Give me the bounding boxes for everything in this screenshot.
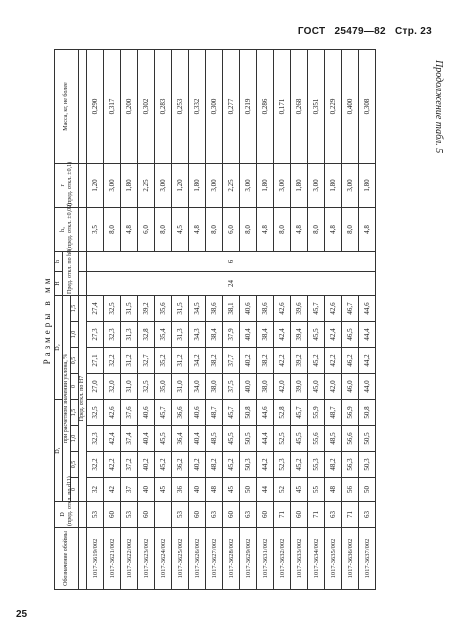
table-cell: 60 — [189, 502, 206, 528]
table-cell: 1017-3621/002 — [104, 528, 121, 590]
page-number: 25 — [16, 609, 28, 620]
table-cell: 45,7 — [291, 400, 308, 426]
table-cell: 27,1 — [87, 348, 104, 374]
table-cell: 71 — [342, 502, 359, 528]
table-cell: 40,6 — [189, 400, 206, 426]
table-row — [308, 50, 325, 590]
table-cell: 32,2 — [87, 452, 104, 478]
table-cell: 0,332 — [189, 50, 206, 164]
table-cell: 1017-3633/002 — [291, 528, 308, 590]
table-cell: 38,0 — [257, 374, 274, 400]
table-row — [206, 50, 223, 590]
header-gost: ГОСТ — [297, 26, 326, 37]
table-cell: 38,1 — [223, 296, 240, 322]
table-cell: 32,5 — [138, 374, 155, 400]
table-cell: 63 — [240, 502, 257, 528]
table-cell: 35,6 — [155, 296, 172, 322]
table-cell: 1017-3631/002 — [257, 528, 274, 590]
table-cell: 0,277 — [223, 50, 240, 164]
table-cell: 53 — [172, 502, 189, 528]
table-cell: 46,7 — [342, 296, 359, 322]
table-cell: 40,2 — [189, 452, 206, 478]
table-cell: 50,3 — [359, 452, 376, 478]
col-H-h-tol: Пред. откл. по h8 — [63, 252, 79, 296]
table-cell: 50,8 — [359, 400, 376, 426]
table-cell: 1017-3619/002 — [87, 528, 104, 590]
table-cell: 31,3 — [172, 322, 189, 348]
table-cell: 31,2 — [172, 348, 189, 374]
h-value-cell: 6 — [87, 252, 376, 272]
table-cell: 71 — [274, 502, 291, 528]
table-cell: 46,0 — [342, 374, 359, 400]
table-cell: 48,2 — [325, 452, 342, 478]
table-cell: 31,0 — [172, 374, 189, 400]
table-cell: 1017-3637/002 — [359, 528, 376, 590]
table-cell: 1,80 — [291, 164, 308, 208]
table-row — [87, 50, 104, 590]
table-cell: 55 — [308, 478, 325, 502]
table-cell: 3,00 — [240, 164, 257, 208]
table-cell: 34,0 — [189, 374, 206, 400]
table-cell: 36,4 — [172, 426, 189, 452]
table-cell: 39,0 — [291, 374, 308, 400]
table-cell: 31,3 — [121, 322, 138, 348]
angle-header: 0 — [71, 374, 79, 400]
table-cell: 55,9 — [308, 400, 325, 426]
table-cell: 32,3 — [87, 426, 104, 452]
table-cell: 45,5 — [223, 426, 240, 452]
table-cell: 38,6 — [257, 296, 274, 322]
table-row — [155, 50, 172, 590]
table-cell: 42,2 — [104, 452, 121, 478]
table-row — [172, 50, 189, 590]
table-cell: 4,8 — [359, 208, 376, 252]
table-cell: 1,80 — [257, 164, 274, 208]
table-cell: 60 — [138, 502, 155, 528]
table-cell: 38,4 — [257, 322, 274, 348]
table-cell: 48,5 — [206, 426, 223, 452]
table-row — [189, 50, 206, 590]
table-cell: 40 — [138, 478, 155, 502]
table-cell: 39,4 — [291, 322, 308, 348]
col-D2: D₂ — [55, 296, 63, 400]
table-cell: 1,20 — [172, 164, 189, 208]
table-cell: 27,4 — [87, 296, 104, 322]
page-header — [292, 26, 432, 37]
table-cell: 45,7 — [155, 400, 172, 426]
table-cell: 42,4 — [274, 322, 291, 348]
table-cell: 36,2 — [172, 452, 189, 478]
table-cell: 0,300 — [206, 50, 223, 164]
table-cell: 50,3 — [240, 452, 257, 478]
table-cell: 37,2 — [121, 452, 138, 478]
table-cell: 48 — [325, 478, 342, 502]
table-cell: 3,00 — [274, 164, 291, 208]
table-cell: 37,5 — [223, 374, 240, 400]
table-cell: 45 — [155, 478, 172, 502]
table-cell: 8,0 — [206, 208, 223, 252]
table-cell: 1017-3634/002 — [308, 528, 325, 590]
table-cell: 60 — [257, 502, 274, 528]
table-cell: 42,4 — [325, 322, 342, 348]
table-cell: 50,8 — [240, 400, 257, 426]
table-body — [87, 50, 376, 590]
table-cell: 45,7 — [223, 400, 240, 426]
table-row — [121, 50, 138, 590]
col-r: r (пред. откл. ±0,1) — [55, 164, 79, 208]
table-cell: 52,5 — [274, 426, 291, 452]
table-cell: 3,00 — [155, 164, 172, 208]
table-cell: 63 — [359, 502, 376, 528]
table-cell: 40,4 — [189, 426, 206, 452]
table-cell: 6,0 — [223, 208, 240, 252]
table-cell: 50,5 — [240, 426, 257, 452]
table-cell: 3,5 — [87, 208, 104, 252]
table-cell: 45,0 — [308, 374, 325, 400]
table-cell: 1017-3628/002 — [223, 528, 240, 590]
table-cell: 1,80 — [325, 164, 342, 208]
table-cell: 1,80 — [121, 164, 138, 208]
table-cell: 63 — [325, 502, 342, 528]
table-row — [325, 50, 342, 590]
table-cell: 2,25 — [138, 164, 155, 208]
table-cell: 40,2 — [138, 452, 155, 478]
table-cell: 8,0 — [342, 208, 359, 252]
col-h1: h₁ (пред. откл. ±0,02) — [55, 208, 79, 252]
table-cell: 42,6 — [325, 296, 342, 322]
table-cell: 0,268 — [291, 50, 308, 164]
table-cell: 3,00 — [206, 164, 223, 208]
table-cell: 32,5 — [104, 296, 121, 322]
table-cell: 38,2 — [206, 348, 223, 374]
table-cell: 0,200 — [121, 50, 138, 164]
table-cell: 42,2 — [325, 348, 342, 374]
table-cell: 1017-3636/002 — [342, 528, 359, 590]
table-cell: 40,4 — [138, 426, 155, 452]
table-cell: 36,6 — [172, 400, 189, 426]
table-cell: 44,2 — [257, 452, 274, 478]
table-cell: 1017-3627/002 — [206, 528, 223, 590]
table-row — [223, 50, 240, 590]
table-cell: 38,6 — [206, 296, 223, 322]
angle-header: 1,5 — [71, 400, 79, 426]
col-h: h — [55, 252, 63, 272]
table-row — [291, 50, 308, 590]
table-cell: 0,253 — [172, 50, 189, 164]
table-cell: 56,6 — [342, 426, 359, 452]
table-cell: 40,4 — [240, 322, 257, 348]
table-row — [342, 50, 359, 590]
table-cell: 3,00 — [308, 164, 325, 208]
table-cell: 45,2 — [155, 452, 172, 478]
table-cell: 44,6 — [359, 296, 376, 322]
table-cell: 45,5 — [291, 426, 308, 452]
table-cell: 50 — [240, 478, 257, 502]
table-cell: 32,5 — [87, 400, 104, 426]
table-cell: 37,7 — [223, 348, 240, 374]
angle-header: 0,5 — [71, 348, 79, 374]
table-cell: 55,3 — [308, 452, 325, 478]
table-cell: 0,219 — [240, 50, 257, 164]
table-cell: 40 — [189, 478, 206, 502]
table-row — [104, 50, 121, 590]
table-cell: 34,3 — [189, 322, 206, 348]
table-cell: 42,0 — [274, 374, 291, 400]
table-cell: 0,317 — [104, 50, 121, 164]
table-cell: 1,20 — [87, 164, 104, 208]
table-cell: 45 — [291, 478, 308, 502]
table-cell: 39,2 — [138, 296, 155, 322]
table-cell: 52 — [274, 478, 291, 502]
table-cell: 3,00 — [342, 164, 359, 208]
table-cell: 0,308 — [359, 50, 376, 164]
table-cell: 4,8 — [257, 208, 274, 252]
angle-header: 1,5 — [71, 296, 79, 322]
table-cell: 38,4 — [206, 322, 223, 348]
table-cell: 3,00 — [104, 164, 121, 208]
table-cell: 44,4 — [359, 322, 376, 348]
table-cell: 42,4 — [104, 426, 121, 452]
table-cell: 32,0 — [104, 374, 121, 400]
table-row — [138, 50, 155, 590]
continuation-label: Продолжение табл. 5 — [433, 60, 444, 154]
table-cell: 31,0 — [121, 374, 138, 400]
angle-header: 0 — [71, 478, 79, 502]
table-cell: 32,8 — [138, 322, 155, 348]
table-cell: 1,80 — [359, 164, 376, 208]
table-cell: 45,5 — [308, 322, 325, 348]
table-cell: 31,2 — [121, 348, 138, 374]
col-H: H — [55, 272, 63, 296]
table-cell: 71 — [308, 502, 325, 528]
table-cell: 1017-3624/002 — [155, 528, 172, 590]
table-cell: 39,6 — [291, 296, 308, 322]
sizes-title: Размеры в мм — [42, 275, 52, 365]
table-cell: 48,7 — [325, 400, 342, 426]
table-cell: 31,5 — [172, 296, 189, 322]
table-cell: 55,6 — [308, 426, 325, 452]
table-cell: 44,6 — [257, 400, 274, 426]
table-cell: 1017-3623/002 — [138, 528, 155, 590]
table-cell: 45 — [223, 478, 240, 502]
table-cell: 4,8 — [325, 208, 342, 252]
table-cell: 32,3 — [104, 322, 121, 348]
table-cell: 56,9 — [342, 400, 359, 426]
table-cell: 0,351 — [308, 50, 325, 164]
table-cell: 38,2 — [257, 348, 274, 374]
table-cell: 36 — [172, 478, 189, 502]
table-cell: 42,6 — [274, 296, 291, 322]
table-cell: 50 — [359, 478, 376, 502]
table-cell: 32 — [87, 478, 104, 502]
table-cell: 56 — [342, 478, 359, 502]
table-cell: 44,4 — [257, 426, 274, 452]
table-cell: 1017-3626/002 — [189, 528, 206, 590]
table-cell: 60 — [291, 502, 308, 528]
table-cell: 45,2 — [308, 348, 325, 374]
col-D: D (пред. откл. по d11) — [55, 502, 79, 528]
table-cell: 32,2 — [104, 348, 121, 374]
table-cell: 38,0 — [206, 374, 223, 400]
table-cell: 53 — [87, 502, 104, 528]
table-cell: 1017-3632/002 — [274, 528, 291, 590]
table-cell: 0,400 — [342, 50, 359, 164]
dimensions-table — [54, 49, 376, 590]
col-designation: Обозначение обоймы — [55, 528, 79, 590]
table-cell: 32,7 — [138, 348, 155, 374]
table-cell: 50,5 — [359, 426, 376, 452]
table-cell: 8,0 — [104, 208, 121, 252]
table-cell: 27,3 — [87, 322, 104, 348]
table-cell: 37,4 — [121, 426, 138, 452]
table-cell: 37,9 — [223, 322, 240, 348]
table-cell: 4,8 — [291, 208, 308, 252]
table-cell: 52,8 — [274, 400, 291, 426]
table-cell: 0,290 — [87, 50, 104, 164]
table-cell: 40,0 — [240, 374, 257, 400]
col-mass: Масса, кг, не более — [55, 50, 79, 164]
table-cell: 37 — [121, 478, 138, 502]
table-cell: 37,6 — [121, 400, 138, 426]
table-cell: 40,2 — [240, 348, 257, 374]
table-cell: 45,5 — [155, 426, 172, 452]
table-cell: 46,5 — [342, 322, 359, 348]
table-cell: 34,5 — [189, 296, 206, 322]
table-cell: 42,0 — [325, 374, 342, 400]
table-cell: 63 — [206, 502, 223, 528]
table-cell: 8,0 — [308, 208, 325, 252]
table-cell: 8,0 — [155, 208, 172, 252]
table-cell: 35,2 — [155, 348, 172, 374]
table-cell: 0,302 — [138, 50, 155, 164]
table-cell: 4,8 — [189, 208, 206, 252]
table-cell: 0,171 — [274, 50, 291, 164]
table-cell: 31,5 — [121, 296, 138, 322]
table-row — [274, 50, 291, 590]
table-cell: 42 — [104, 478, 121, 502]
table-cell: 42,2 — [274, 348, 291, 374]
table-cell: 34,2 — [189, 348, 206, 374]
table-cell: 45,2 — [291, 452, 308, 478]
header-page: Стр. 23 — [394, 26, 432, 37]
table-cell: 48,7 — [206, 400, 223, 426]
table-cell: 40,6 — [240, 296, 257, 322]
table-cell: 52,3 — [274, 452, 291, 478]
table-cell: 39,2 — [291, 348, 308, 374]
table-cell: 45,2 — [223, 452, 240, 478]
table-cell: 56,3 — [342, 452, 359, 478]
table-cell: 40,6 — [138, 400, 155, 426]
table-cell: 0,286 — [257, 50, 274, 164]
table-cell: 2,25 — [223, 164, 240, 208]
table-cell: 0,283 — [155, 50, 172, 164]
table-cell: 46,2 — [342, 348, 359, 374]
table-cell: 45,7 — [308, 296, 325, 322]
table-cell: 48,5 — [325, 426, 342, 452]
table-cell: 1017-3625/002 — [172, 528, 189, 590]
table-cell: 27,0 — [87, 374, 104, 400]
H-value-cell: 24 — [87, 272, 376, 296]
table-cell: 35,4 — [155, 322, 172, 348]
table-cell: 0,229 — [325, 50, 342, 164]
table-cell: 8,0 — [240, 208, 257, 252]
table-row — [359, 50, 376, 590]
header-number: 25479—82 — [334, 26, 386, 37]
table-cell: 4,5 — [172, 208, 189, 252]
table-cell: 1017-3629/002 — [240, 528, 257, 590]
table-cell: 35,0 — [155, 374, 172, 400]
angle-header: 1,0 — [71, 322, 79, 348]
table-cell: 4,8 — [121, 208, 138, 252]
table-cell: 42,6 — [104, 400, 121, 426]
table-cell: 6,0 — [138, 208, 155, 252]
table-cell: 60 — [104, 502, 121, 528]
table-cell: 1017-3635/002 — [325, 528, 342, 590]
table-cell: 44,2 — [359, 348, 376, 374]
table-cell — [155, 502, 172, 528]
col-calc-angles: при расчетном значении уклона, % — [63, 296, 71, 502]
table-cell: 44,0 — [359, 374, 376, 400]
table-row — [240, 50, 257, 590]
table-cell: 8,0 — [274, 208, 291, 252]
table-cell: 1,80 — [189, 164, 206, 208]
table-cell: 48,2 — [206, 452, 223, 478]
col-D1: D₁ — [55, 400, 63, 502]
angle-header: 0,5 — [71, 452, 79, 478]
table-row — [257, 50, 274, 590]
table-cell: 44 — [257, 478, 274, 502]
table-cell: 1017-3622/002 — [121, 528, 138, 590]
table-cell: 48 — [206, 478, 223, 502]
table-cell: 60 — [223, 502, 240, 528]
table-cell: 53 — [121, 502, 138, 528]
angle-header: 1,0 — [71, 426, 79, 452]
rotated-table-area — [40, 50, 400, 590]
D1-tolerance: Пред. откл. по H7 — [79, 296, 87, 502]
